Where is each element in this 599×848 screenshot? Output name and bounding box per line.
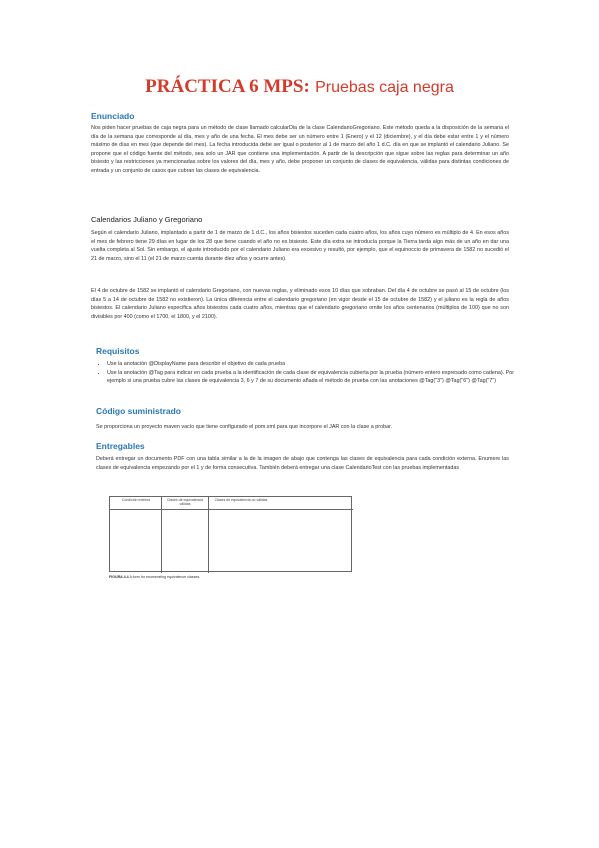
requisito-item: • Use la anotación @Tag para indicar en cada prueba a la identificación de cada clase de equivalencia cubierta por la prueba (número entero expresado como cadena). Por ejemplo si una prueba cubre las clases de equivalencia 3, 6 y 7 de su documento añada el método de prueba con las anotaciones @Tag("3") @Tag("6") @Tag("7") [107, 369, 515, 386]
table-header-valid-classes: Clases de equivalencia válidas [167, 498, 203, 506]
equivalence-classes-figure [109, 496, 352, 579]
codigo-heading: Código suministrado [96, 406, 181, 416]
enunciado-heading: Enunciado [91, 111, 135, 121]
calendarios-paragraph-2: El 4 de octubre de 1582 se implantó el calendario Gregoriano, con nuevas reglas, y eliminado esos 10 días que sobraban. Del día 4 de octubre se pasó al 15 de octubre (los días 5 a 14 de octubre de 1582 no existieron). La única diferencia entre el calendario gregoriano (en vigor desde el 15 de octubre de 1582) y el juliano es la regla de años bisiestos. El calendario Juliano especifica años bisiestos cada cuatro años, mientras que el calendario gregoriano omite los años centenarios (múltiplos de 100) que no son divisibles por 400 (como el 1700, el 1800, y el 2100). [91, 288, 509, 320]
title-main: PRÁCTICA 6 MPS: [145, 76, 310, 97]
entregables-heading: Entregables [96, 441, 145, 451]
requisito-item: • Use la anotación @DisplayName para describir el objetivo de cada prueba [107, 360, 515, 369]
calendarios-paragraph-1: Según el calendario Juliano, implantado a partir de 1 de marzo de 1 d.C., los años bisiestos suceden cada cuatro años, los años cuyo número es múltiplo de 4. En esos años el mes de febrero tiene 29 días en lugar de los 28 que tiene cuando el año no es bisiesto. Este día extra se introducía porque la Tierra tarda algo más de un año en dar una vuelta completa al Sol. Sin embargo, el ajuste introducido por el calendario Juliano era excesivo y resultó, por ejemplo, que el equinoccio de primavera de 1582 no sucedió el 21 de marzo, sino el 11 (el 21 de marzo cuenta durante diez años y ocurre antes). [91, 230, 509, 262]
title-sub: Pruebas caja negra [315, 79, 454, 96]
table-header-external-condition: Condición externa [121, 498, 151, 502]
requisitos-list [99, 360, 515, 386]
requisitos-heading: Requisitos [96, 346, 140, 356]
equivalence-classes-table [109, 496, 352, 572]
page-title [0, 76, 599, 99]
enunciado-paragraph: Nos piden hacer pruebas de caja negra para un método de clase llamado calcularDia de la clase CalendarioGregoriano. Este método queda a la disposición de la semana el día de la semana que corresponde al día, mes y año de una fecha. El mes debe ser un número entre 1 (Enero) y el 12 (diciembre), y el día debe estar entre 1 y el número máximo de días en mes (que depende del mes). La fecha introducida debe ser igual o posterior al 1 de marzo del año 1 d.C. día en que se implantó el calendario Juliano. Se propone que el código fuente del método, sea solo un JAR que contiene una implementación. A partir de la descripción que sigue sobre las reglas para determinar un año bisiesto y las restricciones ya mencionadas sobre los valores del día, mes y año, debe proponer un conjunto de clases de equivalencia, válidas para distintas condiciones de entrada y un conjunto de casos que cubran las clases de equivalencia. [91, 125, 509, 174]
codigo-paragraph: Se proporciona un proyecto maven vacío que tiene configurado el pom.xml para que incorpore el JAR con la clase a probar. [96, 424, 393, 430]
table-header-invalid-classes: Clases de equivalencia no válidas [214, 498, 268, 502]
figure-caption-label: FIGURA 4.4 [109, 575, 129, 579]
figure-caption-text: A form for enumerating equivalence classes. [129, 575, 201, 579]
figure-caption [109, 575, 200, 580]
calendarios-heading: Calendarios Juliano y Gregoriano [91, 215, 203, 224]
entregables-paragraph: Deberá entregar un documento PDF con una tabla similar a la de la imagen de abajo que contenga las clases de equivalencia para cada condición externa. Enumere las clases de equivalencia empezando por el 1 y de forma consecutiva. También deberá entregar una clase CalendarioTest con las pruebas implementadas [96, 456, 509, 471]
